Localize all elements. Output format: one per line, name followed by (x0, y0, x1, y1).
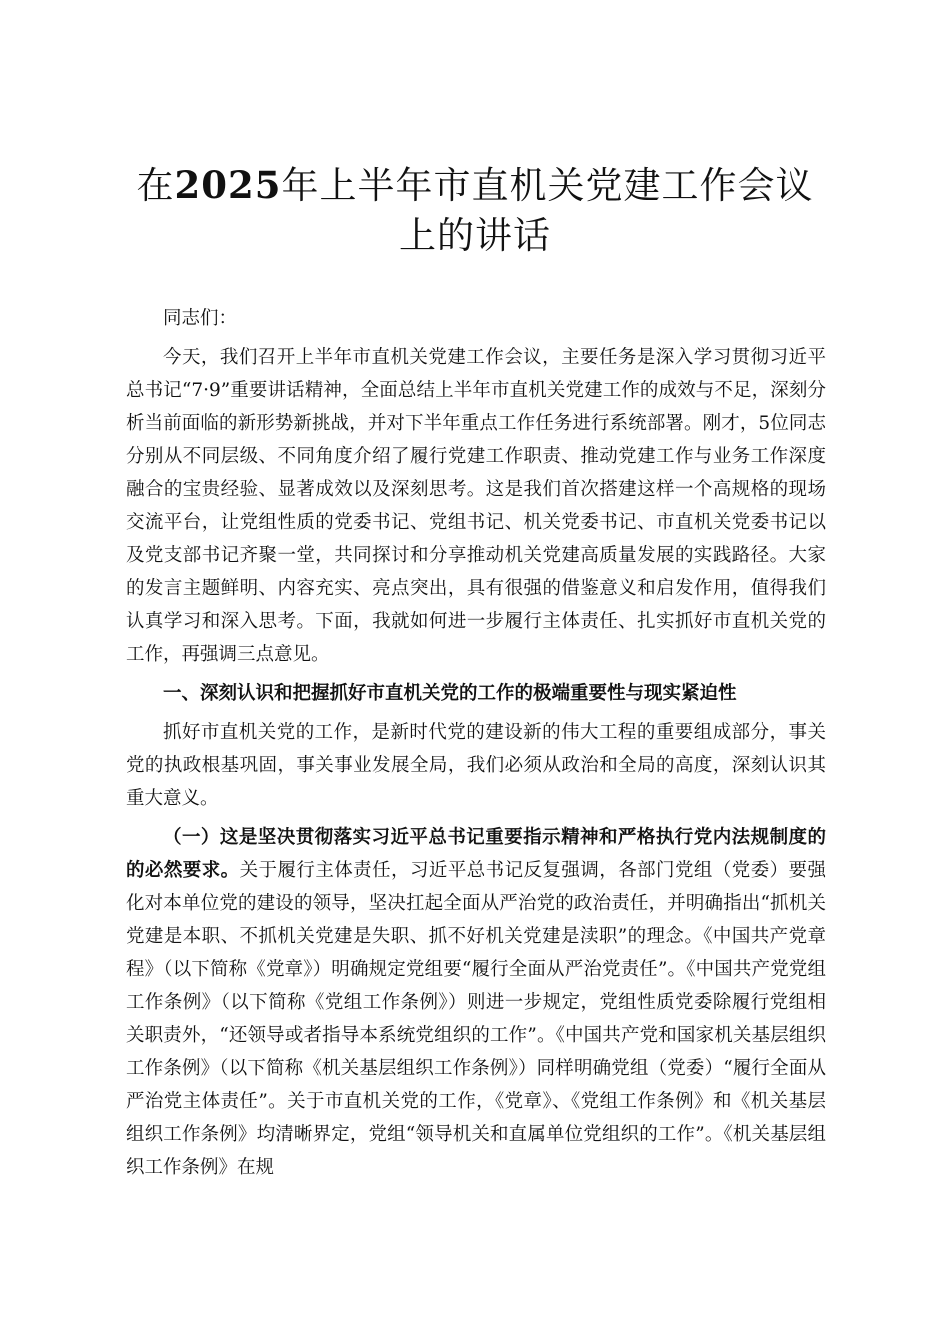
subsection-1-lead: （一）这是坚决贯彻落实习近平总书记重要指示精神和严格执行党内法规制度的的必然要求。 (126, 827, 826, 881)
subsection-1-text: 关于履行主体责任，习近平总书记反复强调，各部门党组（党委）要强化对本单位党的建设的领导，坚决扛起全面从严治党的政治责任，并明确指出“抓机关党建是本职、不抓机关党建是失职、抓不好机关党建是渎职”的理念。《中国共产党章程》（以下简称《党章》）明确规定党组要“履行全面从严治党责任”。《中国共产党党组工作条例》（以下简称《党组工作条例》）则进一步规定，党组性质党委除履行党组相关职责外，“还领导或者指导本系统党组织的工作”。《中国共产党和国家机关基层组织工作条例》（以下简称《机关基层组织工作条例》）同样明确党组（党委）“履行全面从严治党主体责任”。关于市直机关党的工作，《党章》、《党组工作条例》和《机关基层组织工作条例》均清晰界定，党组“领导机关和直属单位党组织的工作”。《机关基层组织工作条例》在规 (126, 860, 826, 1178)
document-title (120, 160, 830, 261)
title-prefix: 在 (136, 164, 175, 207)
salutation: 同志们： (163, 308, 238, 329)
document-body (126, 302, 826, 1190)
paragraph-subsection-1 (126, 821, 826, 1184)
paragraph-intro: 今天，我们召开上半年市直机关党建工作会议，主要任务是深入学习贯彻习近平总书记“7·9”重要讲话精神，全面总结上半年市直机关党建工作的成效与不足，深刻分析当前面临的新形势新挑战，并对下半年重点工作任务进行系统部署。刚才，5位同志分别从不同层级、不同角度介绍了履行党建工作职责、推动党建工作与业务工作深度融合的宝贵经验、显著成效以及深刻思考。这是我们首次搭建这样一个高规格的现场交流平台，让党组性质的党委书记、党组书记、机关党委书记、市直机关党委书记以及党支部书记齐聚一堂，共同探讨和分享推动机关党建高质量发展的实践路径。大家的发言主题鲜明、内容充实、亮点突出，具有很强的借鉴意义和启发作用，值得我们认真学习和深入思考。下面，我就如何进一步履行主体责任、扎实抓好市直机关党的工作，再强调三点意见。 (126, 347, 826, 665)
title-year: 2025 (174, 163, 282, 207)
title-suffix: 年上半年市直机关党建工作会议上的讲话 (281, 164, 814, 257)
paragraph-section-1-intro: 抓好市直机关党的工作，是新时代党的建设新的伟大工程的重要组成部分，事关党的执政根基巩固，事关事业发展全局，我们必须从政治和全局的高度，深刻认识其重大意义。 (126, 722, 826, 809)
section-heading-1: 一、深刻认识和把握抓好市直机关党的工作的极端重要性与现实紧迫性 (163, 683, 737, 704)
